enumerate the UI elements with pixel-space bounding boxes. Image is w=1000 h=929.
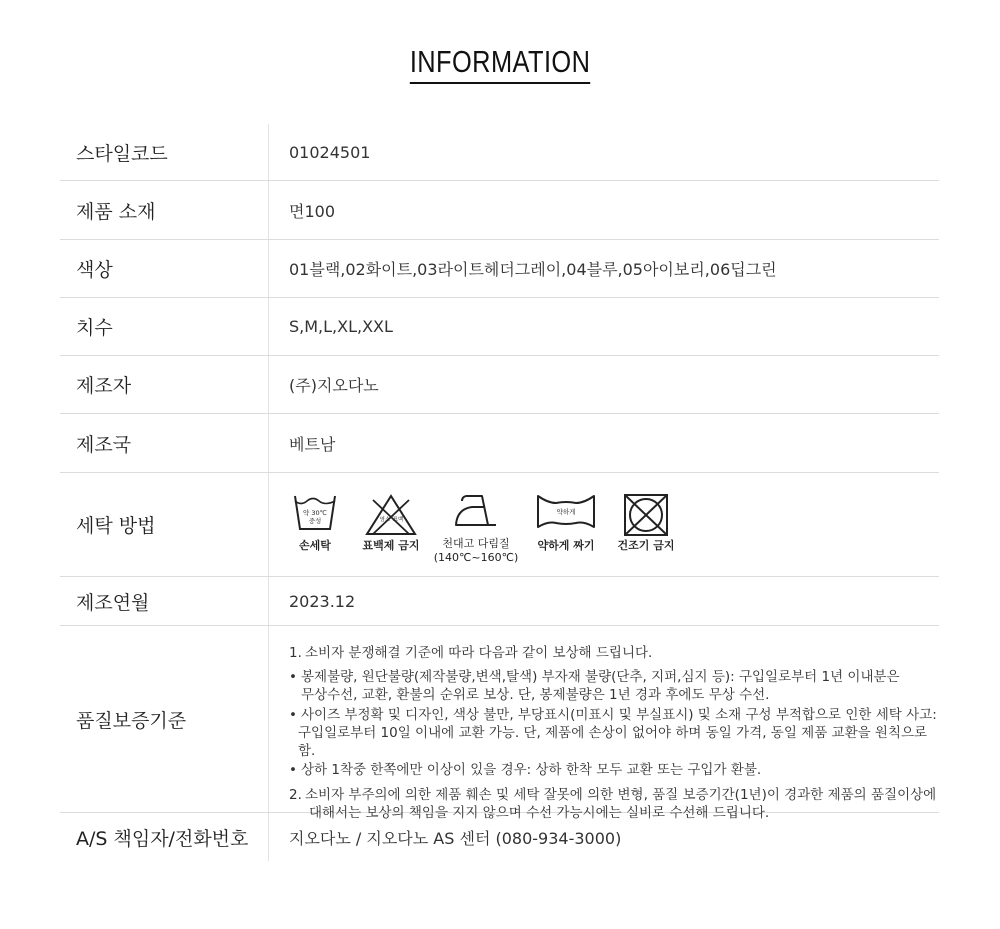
care-label [434,537,519,565]
row-material [60,181,939,240]
divider [268,298,269,355]
row-label: 치수 [76,317,113,339]
care-item-hand-wash [286,493,344,553]
care-label-line: (140℃~160℃) [433,551,519,564]
care-label: 건조기 금지 [617,539,675,552]
divider [268,813,269,861]
divider [268,577,269,625]
row-label: 제조자 [76,375,132,397]
row-style-code [60,124,939,181]
row-label: 품질보증기준 [76,709,187,732]
hand-wash-detergent: 중성 [308,517,322,525]
row-label: 제조국 [76,433,132,456]
divider [268,240,269,297]
row-country [60,414,939,473]
care-label-line: 천대고 다림질 [442,537,510,550]
no-bleach-icon [365,493,417,537]
care-item-iron [433,493,519,565]
info-table [60,124,939,861]
row-value: (주)지오다노 [289,376,379,395]
page-title [0,44,1000,84]
divider [268,414,269,472]
row-maker [60,356,939,414]
row-value: 01블랙,02화이트,03라이트헤더그레이,04블루,05아이보리,06딥그린 [289,260,777,279]
row-label: 제품 소재 [76,200,156,223]
row-value: 2023.12 [289,591,356,611]
row-as-contact [60,813,939,861]
quality-item-2: 2. 소비자 부주의에 의한 제품 훼손 및 세탁 잘못에 의한 변형, 품질 보증기간(1년)이 경과한 제품의 품질이상에 대해서는 보상의 책임을 지지 않으며 수선 가능시에는 실비로 수선해 드립니다. [289,787,937,821]
row-value: 지오다노 / 지오다노 AS 센터 (080-934-3000) [289,828,622,848]
quality-bullet-1: • 봉제불량, 원단불량(제작불량,변색,탈색) 부자재 불량(단추, 지퍼,심지 등): 구입일로부터 1년 이내분은 무상수선, 교환, 환불의 순위로 보상. 단, 봉제불량은 1년 경과 후에도 무상 수선. [289,669,900,703]
row-label: A/S 책임자/전화번호 [76,827,249,850]
row-label: 제조연월 [76,591,150,614]
divider [268,181,269,239]
care-icons [286,473,939,576]
hand-wash-temp: 약 30℃ [303,509,327,517]
row-label: 세탁 방법 [76,515,156,537]
care-label: 약하게 짜기 [537,539,595,552]
care-label: 표백제 금지 [362,539,420,552]
wring-inner-text: 약하게 [556,508,576,516]
row-value: 베트남 [289,434,336,454]
row-washing [60,473,939,577]
hand-wash-icon [292,493,338,533]
care-item-no-bleach [360,493,422,553]
divider [268,356,269,413]
iron-icon [452,493,500,533]
row-size [60,298,939,356]
no-bleach-word-1: 염소 [379,517,391,523]
divider [268,473,269,576]
row-label: 스타일코드 [76,142,168,165]
gentle-wring-icon [536,493,596,533]
row-value: S,M,L,XL,XXL [289,317,393,336]
quality-bullet-3: • 상하 1착중 한쪽에만 이상이 있을 경우: 상하 한착 모두 교환 또는 구입가 환불. [289,762,762,778]
no-bleach-word-2: 표백 [392,517,404,523]
care-item-wring [534,493,598,553]
row-quality [60,626,939,821]
quality-text [289,626,939,821]
row-label: 색상 [76,259,113,281]
care-item-no-dryer [614,493,678,553]
row-color [60,240,939,298]
page-title-text: INFORMATION [410,44,591,84]
row-date [60,577,939,626]
quality-item-1: 1. 소비자 분쟁해결 기준에 따라 다음과 같이 보상해 드립니다. [289,645,653,661]
care-label: 손세탁 [299,539,331,552]
quality-bullet-2: • 사이즈 부정확 및 디자인, 색상 불만, 부당표시(미표시 및 부실표시) 및 소재 구성 부적합으로 인한 세탁 사고: 구입일로부터 10일 이내에 교환 가능. 단, 제품에 손상이 없어야 하며 동일 가격, 동일 제품 교환을 원칙으로 함. [289,707,937,759]
divider [268,124,269,180]
row-value: 01024501 [289,142,371,162]
no-tumble-dry-icon [623,493,669,537]
divider [268,626,269,812]
row-value: 면100 [289,201,335,221]
